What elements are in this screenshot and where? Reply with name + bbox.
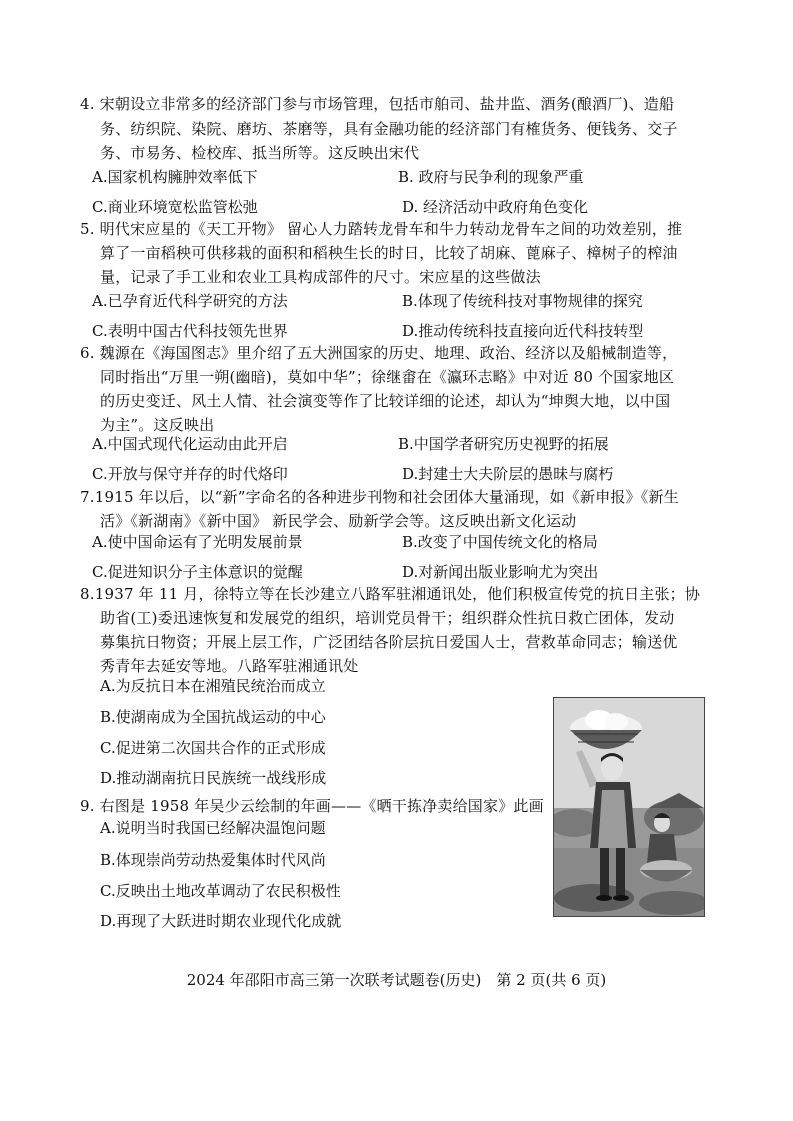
q6-line-3: 的历史变迁、风土人情、社会演变等作了比较详细的论述，却认为“坤舆大地，以中国 (100, 392, 671, 410)
q9-option-d: D.再现了大跃进时期农业现代化成就 (100, 912, 342, 930)
q5-line-3: 量，记录了手工业和农业工具构成部件的尺寸。宋应星的这些做法 (100, 268, 541, 286)
q4-option-d: D. 经济活动中政府角色变化 (402, 198, 589, 216)
q7-option-d: D.对新闻出版业影响尤为突出 (402, 563, 599, 581)
q4-option-b: B. 政府与民争利的现象严重 (398, 168, 584, 186)
q7-option-c: C.促进知识分子主体意识的觉醒 (92, 563, 303, 581)
q6-option-d: D.封建士大夫阶层的愚昧与腐朽 (402, 465, 614, 483)
new-year-painting-image (553, 697, 705, 917)
q6-option-c: C.开放与保守并存的时代烙印 (92, 465, 288, 483)
q4-line-2: 务、纺织院、染院、磨坊、茶磨等，具有金融功能的经济部门有榷货务、便钱务、交子 (100, 120, 678, 138)
q4-line-3: 务、市易务、检校库、抵当所等。这反映出宋代 (100, 144, 420, 162)
q4-option-a: A.国家机构臃肿效率低下 (92, 168, 258, 186)
q8-option-c: C.促进第二次国共合作的正式形成 (100, 739, 326, 757)
q6-line-1: 6. 魏源在《海国图志》里介绍了五大洲国家的历史、地理、政治、经济以及船械制造等， (80, 344, 678, 362)
q7-option-a: A.使中国命运有了光明发展前景 (92, 533, 303, 551)
q6-option-b: B.中国学者研究历史视野的拓展 (398, 435, 609, 453)
page-footer: 2024 年邵阳市高三第一次联考试题卷(历史) 第 2 页(共 6 页) (186, 971, 607, 989)
q8-option-d: D.推动湖南抗日民族统一战线形成 (100, 769, 327, 787)
q8-option-a: A.为反抗日本在湘殖民统治而成立 (100, 677, 326, 695)
q5-option-b: B.体现了传统科技对事物规律的探究 (402, 292, 643, 310)
q5-line-2: 算了一亩稻秧可供移栽的面积和稻秧生长的时日，比较了胡麻、蓖麻子、樟树子的榨油 (100, 244, 678, 262)
q5-option-a: A.已孕育近代科学研究的方法 (92, 292, 288, 310)
painting-svg (554, 698, 704, 916)
q8-line-4: 秀青年去延安等地。八路军驻湘通讯处 (100, 657, 359, 675)
q5-option-d: D.推动传统科技直接向近代科技转型 (402, 322, 644, 340)
q6-line-4: 为主”。这反映出 (100, 416, 215, 434)
q5-line-1: 5. 明代宋应星的《天工开物》 留心人力踏转龙骨车和牛力转动龙骨车之间的功效差别，推 (80, 220, 683, 238)
q6-option-a: A.中国式现代化运动由此开启 (92, 435, 288, 453)
q8-line-2: 助省(工)委迅速恢复和发展党的组织，培训党员骨干；组织群众性抗日救亡团体，发动 (100, 609, 675, 627)
q6-line-2: 同时指出“万里一朔(幽暗)，莫如中华”；徐继畬在《瀛环志略》中对近 80 个国家地区 (100, 368, 675, 386)
q5-option-c: C.表明中国古代科技领先世界 (92, 322, 288, 340)
q8-line-1: 8.1937 年 11 月，徐特立等在长沙建立八路军驻湘通讯处，他们积极宣传党的抗日主张；协 (80, 585, 701, 603)
q4-line-1: 4. 宋朝设立非常多的经济部门参与市场管理，包括市舶司、盐井监、酒务(酿酒厂)、造船 (80, 95, 675, 113)
q4-option-c: C.商业环境宽松监管松弛 (92, 198, 258, 216)
q9-option-b: B.体现崇尚劳动热爱集体时代风尚 (100, 851, 326, 869)
q7-line-1: 7.1915 年以后，以“新”字命名的各种进步刊物和社会团体大量涌现，如《新申报》《新生 (80, 488, 679, 506)
q7-option-b: B.改变了中国传统文化的格局 (402, 533, 598, 551)
q9-option-c: C.反映出土地改革调动了农民积极性 (100, 882, 341, 900)
q8-option-b: B.使湖南成为全国抗战运动的中心 (100, 708, 326, 726)
q7-line-2: 活》《新湖南》《新中国》 新民学会、励新学会等。这反映出新文化运动 (100, 512, 577, 530)
q9-option-a: A.说明当时我国已经解决温饱问题 (100, 819, 326, 837)
q9-line-1: 9. 右图是 1958 年吴少云绘制的年画——《晒干拣净卖给国家》此画 (80, 797, 544, 815)
q8-line-3: 募集抗日物资；开展上层工作，广泛团结各阶层抗日爱国人士，营救革命同志；输送优 (100, 633, 678, 651)
